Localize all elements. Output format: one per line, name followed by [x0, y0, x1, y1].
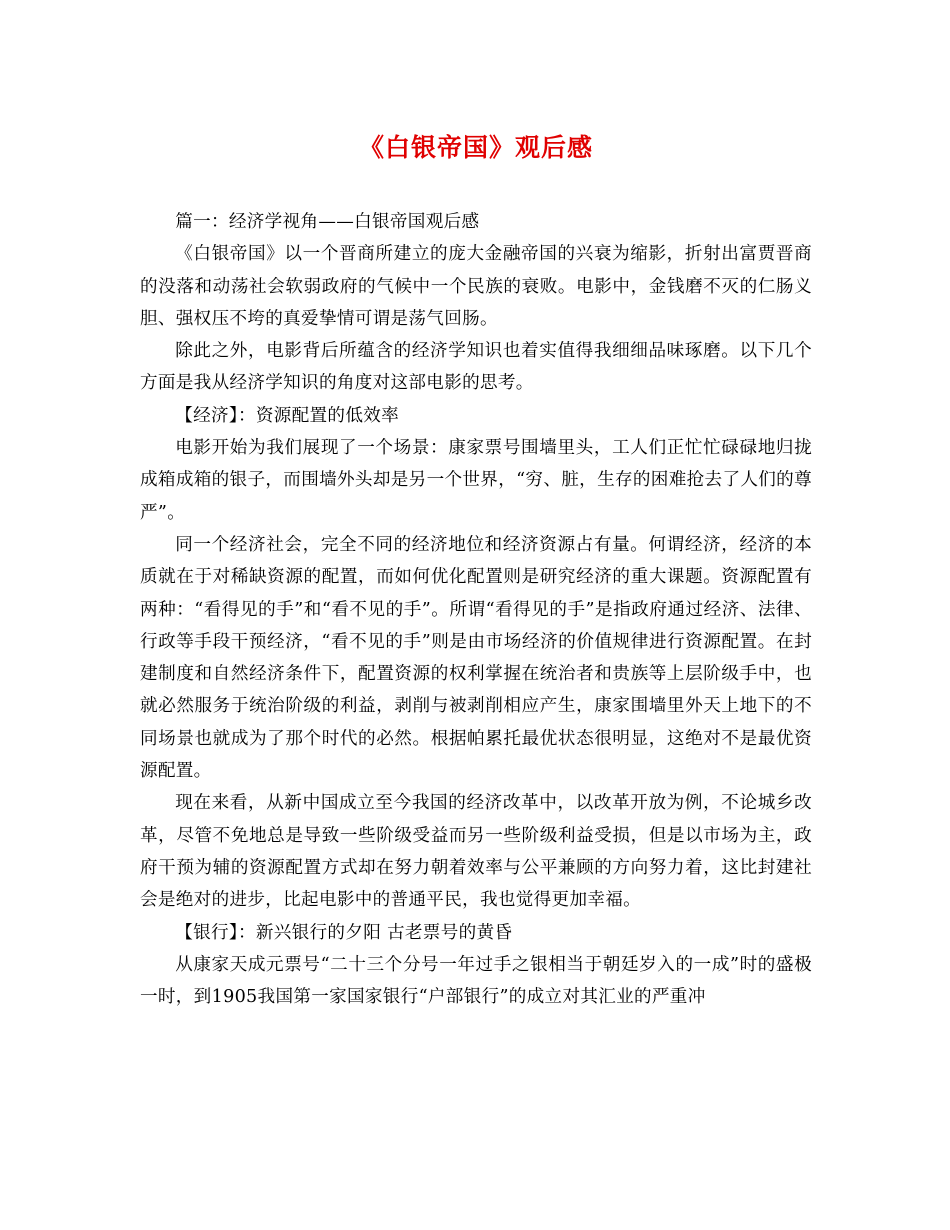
paragraph: 从康家天成元票号“二十三个分号一年过手之银相当于朝廷岁入的一成”时的盛极一时，到1905我国第一家国家银行“户部银行”的成立对其汇业的严重冲 — [140, 954, 812, 1008]
paragraph: 现在来看，从新中国成立至今我国的经济改革中，以改革开放为例，不论城乡改革，尽管不免地总是导致一些阶级受益而另一些阶级利益受损，但是以市场为主，政府干预为辅的资源配置方式却在努力朝着效率与公平兼顾的方向努力着，这比封建社会是绝对的进步，比起电影中的普通平民，我也觉得更加幸福。 — [140, 793, 812, 911]
paragraph: 同一个经济社会，完全不同的经济地位和经济资源占有量。何谓经济，经济的本质就在于对稀缺资源的配置，而如何优化配置则是研究经济的重大课题。资源配置有两种：“看得见的手”和“看不见的手”。所谓“看得见的手”是指政府通过经济、法律、行政等手段干预经济，“看不见的手”则是由市场经济的价值规律进行资源配置。在封建制度和自然经济条件下，配置资源的权利掌握在统治者和贵族等上层阶级手中，也就必然服务于统治阶级的利益，剥削与被剥削相应产生，康家围墙里外天上地下的不同场景也就成为了那个时代的必然。根据帕累托最优状态很明显，这绝对不是最优资源配置。 — [140, 534, 812, 782]
paragraph: 《白银帝国》以一个晋商所建立的庞大金融帝国的兴衰为缩影，折射出富贾晋商的没落和动荡社会软弱政府的气候中一个民族的衰败。电影中，金钱磨不灭的仁肠义胆、强权压不垮的真爱挚情可谓是荡气回肠。 — [140, 244, 812, 329]
section-heading: 【经济】：资源配置的低效率 — [175, 405, 400, 426]
paragraph: 除此之外，电影背后所蕴含的经济学知识也着实值得我细细品味琢磨。以下几个方面是我从经济学知识的角度对这部电影的思考。 — [140, 341, 812, 394]
section-heading: 篇一：经济学视角——白银帝国观后感 — [175, 212, 480, 232]
paragraph: 电影开始为我们展现了一个场景：康家票号围墙里头，工人们正忙忙碌碌地归拢成箱成箱的银子，而围墙外头却是另一个世界，“穷、脏，生存的困难抢去了人们的尊严”。 — [140, 438, 812, 523]
document-body — [140, 206, 812, 1013]
section-heading: 【银行】：新兴银行的夕阳 古老票号的黄昏 — [175, 922, 513, 943]
document-title: 《白银帝国》观后感 — [358, 133, 593, 162]
